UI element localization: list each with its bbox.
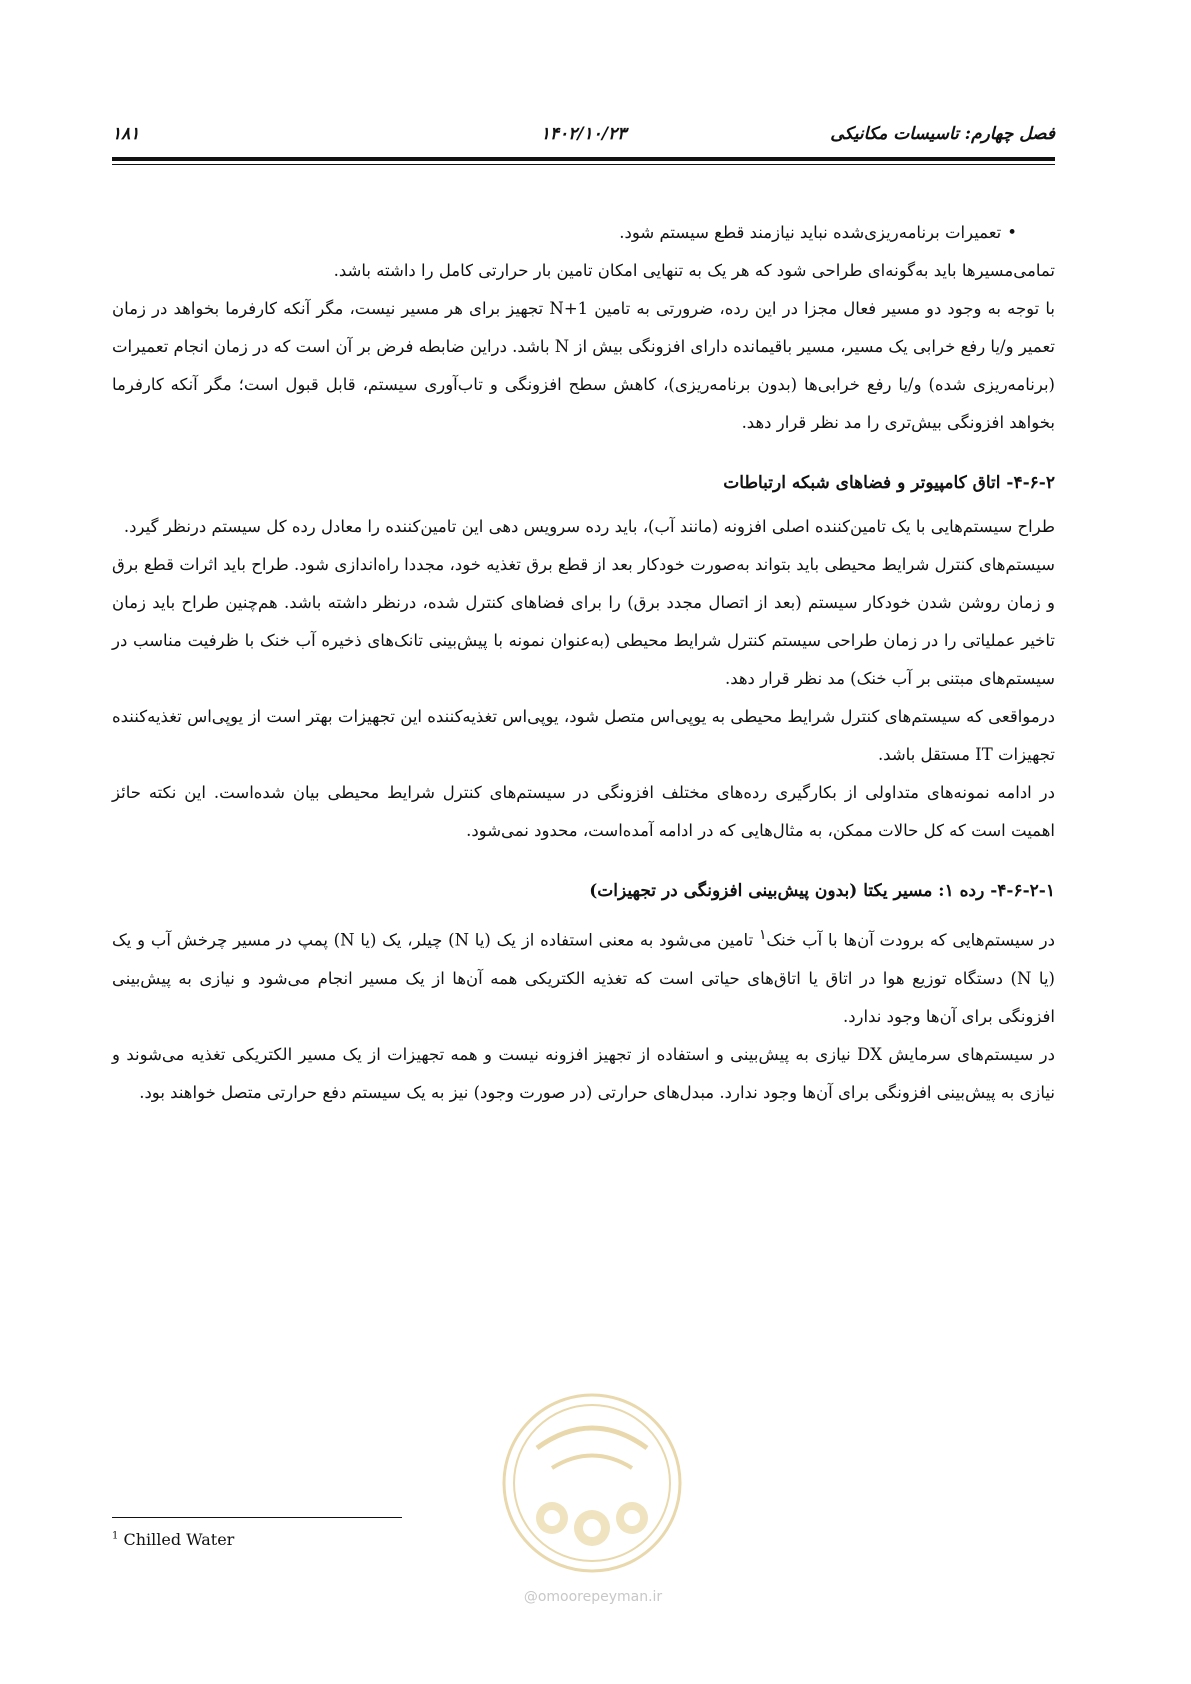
paragraph: در سیستم‌های سرمایش DX نیازی به پیش‌بینی و استفاده از تجهیز افزونه نیست و همه تجهیزات از یک مسیر الکتریکی تغذیه می‌شوند و نیازی به پیش‌بینی افزونگی برای آن‌ها وجود ندارد. مبدل‌های حرارتی (در صورت وجود) نیز به یک سیستم دفع حرارتی متصل خواهند بود. — [112, 1044, 1055, 1102]
page-number: ۱۸۱ — [112, 124, 140, 144]
paragraph-text-start: در سیستم‌هایی که برودت آن‌ها با آب خنک — [766, 930, 1055, 950]
paragraph: با توجه به وجود دو مسیر فعال مجزا در این رده، ضرورتی به تامین N+1 تجهیز برای هر مسیر نیست، مگر آنکه کارفرما بخواهد در زمان تعمیر و/یا رفع خرابی یک مسیر، مسیر باقیمانده دارای افزونگی بیش از N باشد. دراین ضابطه فرض بر آن است که در زمان انجام تعمیرات (برنامه‌ریزی شده) و/یا رفع خرابی‌ها (بدون برنامه‌ریزی)، کاهش سطح افزونگی و تاب‌آوری سیستم، قابل قبول است؛ مگر آنکه کارفرما بخواهد افزونگی بیش‌تری را مد نظر قرار دهد. — [112, 299, 1055, 432]
bullet-icon: • — [1007, 223, 1017, 242]
watermark-site: @omoorepeyman.ir — [523, 1589, 663, 1605]
paragraph-text-end: تامین می‌شود به معنی استفاده از یک (یا N) چیلر، یک (یا N) پمپ در مسیر چرخش آب و یک (یا N) دستگاه توزیع هوا در اتاق یا اتاق‌های حیاتی است که تغذیه الکتریکی همه آن‌ها از یک مسیر انجام می‌شود و نیازی به پیش‌بینی افزونگی برای آن‌ها وجود ندارد. — [112, 930, 1055, 1026]
bullet-item — [112, 214, 1055, 252]
footnote-reference: ۱ — [758, 927, 767, 943]
bullet-text: تعمیرات برنامه‌ریزی‌شده نباید نیازمند قطع سیستم شود. — [619, 223, 1002, 242]
header-rule-thick — [112, 157, 1055, 161]
paragraph: در ادامه نمونه‌های متداولی از بکارگیری رده‌های مختلف افزونگی در سیستم‌های کنترل شرایط محیطی بیان شده‌است. این نکته حائز اهمیت است که کل حالات ممکن، به مثال‌هایی که در ادامه آمده‌است، محدود نمی‌شود. — [112, 783, 1055, 840]
footnote-text: Chilled Water — [123, 1530, 235, 1549]
paragraph: تمامی‌مسیرها باید به‌گونه‌ای طراحی شود که هر یک به تنهایی امکان تامین بار حرارتی کامل را داشته باشد. — [333, 261, 1055, 280]
footnote-number: 1 — [112, 1530, 119, 1542]
footnote — [112, 1530, 234, 1549]
paragraph: سیستم‌های کنترل شرایط محیطی باید بتواند به‌صورت خودکار بعد از قطع برق تغذیه خود، مجددا راه‌اندازی شود. طراح باید اثرات قطع برق و زمان روشن شدن خودکار سیستم (بعد از اتصال مجدد برق) را برای فضاهای کنترل شده، درنظر داشته باشد. هم‌چنین طراح باید زمان تاخیر عملیاتی را در زمان طراحی سیستم کنترل شرایط محیطی (به‌عنوان نمونه با پیش‌بینی تانک‌های ذخیره آب خنک با ظرفیت مناسب در سیستم‌های مبتنی بر آب خنک) مد نظر قرار دهد. — [112, 555, 1055, 688]
page-header — [112, 124, 1055, 154]
subsection-heading: ۴-۶-۲-۱- رده ۱: مسیر یکتا (بدون پیش‌بینی افزونگی در تجهیزات) — [589, 881, 1055, 901]
header-date: ۱۴۰۲/۱۰/۲۳ — [540, 124, 627, 144]
paragraph: درمواقعی که سیستم‌های کنترل شرایط محیطی به یوپی‌اس متصل شود، یوپی‌اس تغذیه‌کننده این تجهیزات بهتر است از یوپی‌اس تغذیه‌کننده تجهیزات IT مستقل باشد. — [112, 707, 1055, 764]
paragraph: طراح سیستم‌هایی با یک تامین‌کننده اصلی افزونه (مانند آب)، باید رده سرویس دهی این تامین‌کننده را معادل رده کل سیستم درنظر گیرد. — [123, 517, 1055, 536]
footnote-divider — [112, 1517, 402, 1518]
paragraph — [112, 916, 1055, 1036]
section-heading: ۴-۶-۲- اتاق کامپیوتر و فضاهای شبکه ارتباطات — [723, 473, 1055, 493]
chapter-title: فصل چهارم: تاسیسات مکانیکی — [830, 124, 1055, 144]
page-body — [112, 214, 1055, 1112]
watermark-seal-icon — [497, 1388, 687, 1578]
header-rule-thin — [112, 164, 1055, 165]
